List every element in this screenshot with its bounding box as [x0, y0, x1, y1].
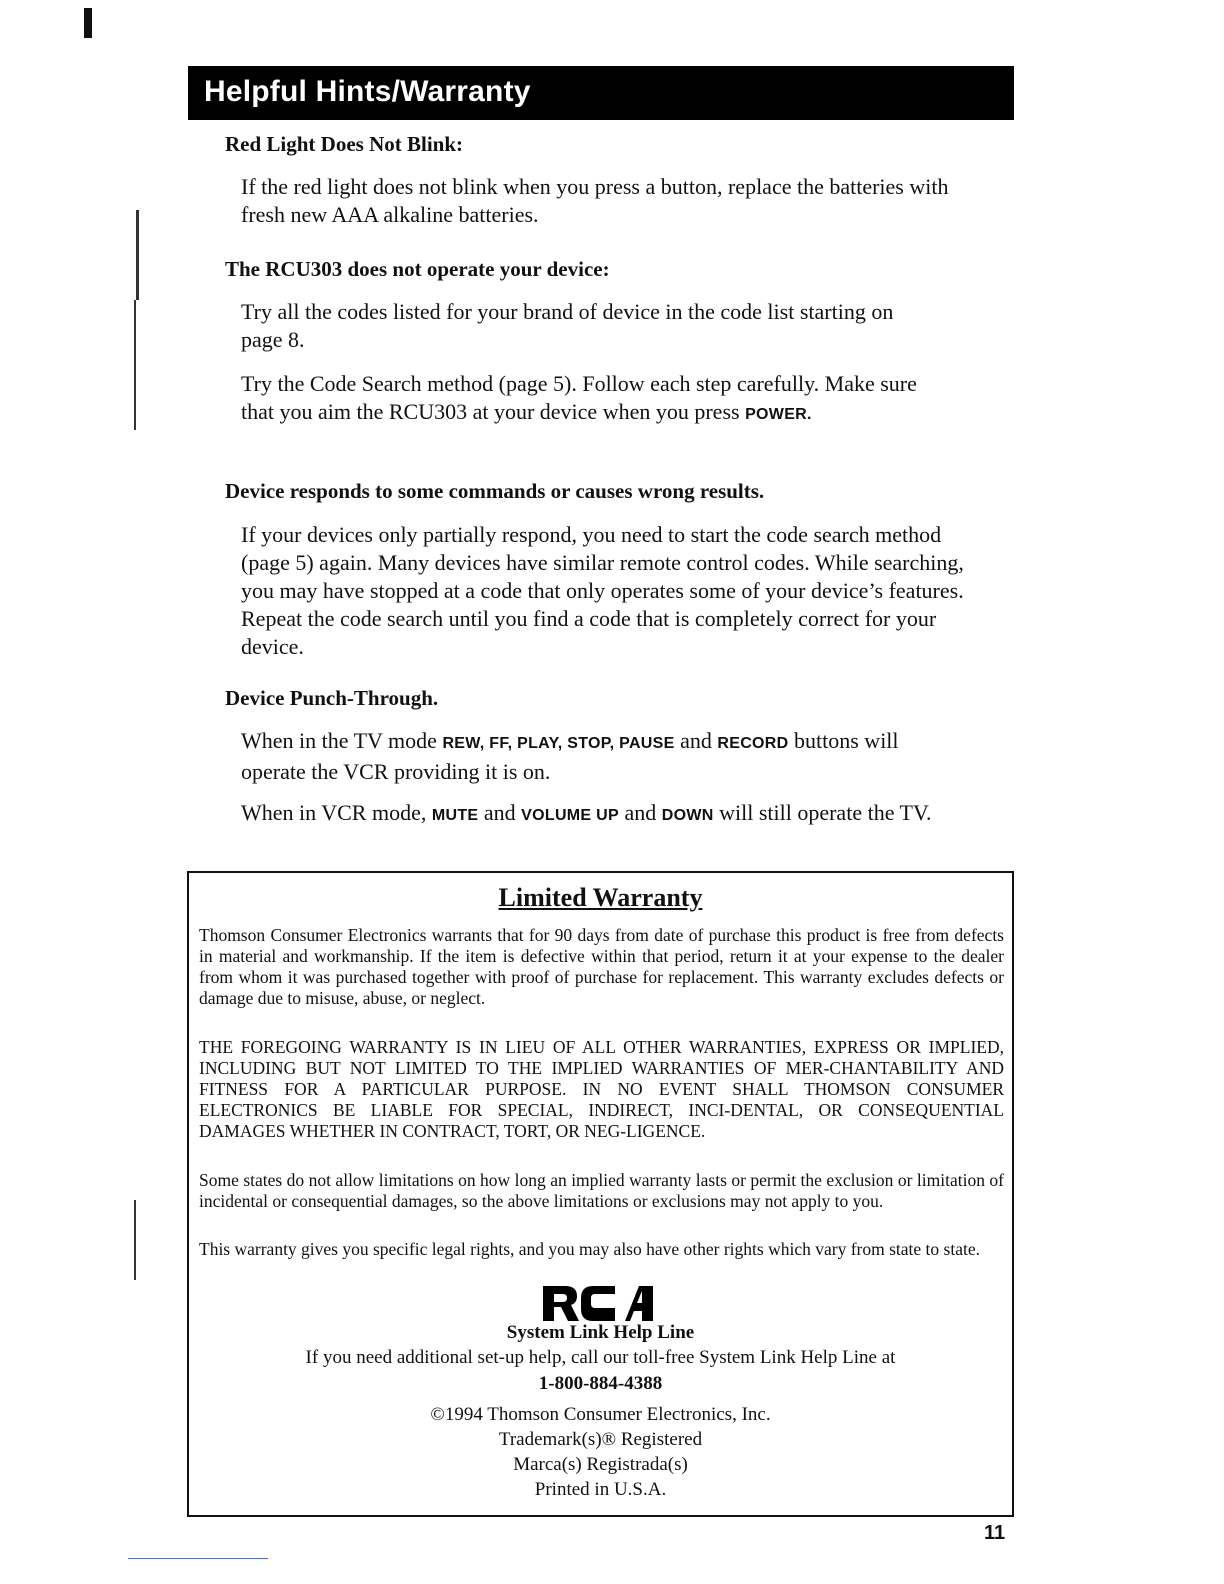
warranty-para-4: This warranty gives you specific legal rights, and you may also have other rights which vary from state to state. [199, 1239, 980, 1259]
scan-edge-mark [134, 300, 136, 430]
text-span: When in the TV mode [241, 728, 437, 753]
text-span: and [483, 800, 516, 825]
printed-line: Printed in U.S.A. [534, 1479, 667, 1500]
trademark-line: Trademark(s)® Registered [498, 1429, 703, 1450]
warranty-para-1: Thomson Consumer Electronics warrants that for 90 days from date of purchase this product is free from defects in material and workmanship. If the item is defective within that period, return it at your expense to the dealer from whom it was purchased together with proof of purchase for replacement. This warranty excludes defects or damage due to misuse, abuse, or neglect. [199, 925, 1004, 1008]
scan-artifact [84, 8, 92, 38]
key-volume-up: VOLUME UP [521, 807, 619, 824]
rca-logo-icon [541, 1281, 661, 1321]
warranty-box [187, 871, 1014, 1517]
warranty-para-3: Some states do not allow limitations on how long an implied warranty lasts or permit the exclusion or limitation of incidental or consequential damages, so the above limitations or exclusions may not apply to you. [199, 1170, 1004, 1211]
copyright-line: ©1994 Thomson Consumer Electronics, Inc. [430, 1404, 771, 1425]
text-red-light: If the red light does not blink when you press a button, replace the batteries with fresh new AAA alkaline batteries. [241, 174, 949, 227]
page-number: 11 [984, 1522, 1006, 1544]
text-code-search: Try the Code Search method (page 5). Follow each step carefully. Make sure that you aim the RCU303 at your device when you press [241, 371, 917, 424]
key-list: REW, FF, PLAY, STOP, PAUSE [442, 735, 675, 752]
text-span: and [680, 728, 712, 753]
text-span: buttons will operate the VCR providing it is on. [241, 728, 899, 784]
key-down: DOWN [661, 807, 714, 824]
section-header [188, 66, 1014, 120]
text-punch-1 [241, 727, 951, 786]
warranty-title: Limited Warranty [498, 883, 703, 912]
text-span: When in VCR mode, [241, 800, 427, 825]
key-power: POWER. [745, 406, 812, 423]
page-title: Helpful Hints/Warranty [204, 75, 531, 108]
text-span: will still operate the TV. [719, 800, 932, 825]
key-record: RECORD [717, 735, 789, 752]
text-span: and [624, 800, 657, 825]
scan-edge-mark [136, 210, 139, 300]
heading-not-operate: The RCU303 does not operate your device: [225, 257, 610, 281]
helpline-text: If you need additional set-up help, call our toll-free System Link Help Line at [305, 1347, 896, 1368]
text-not-operate-1: Try all the codes listed for your brand of device in the code list starting on page 8. [241, 299, 894, 352]
helpline-title: System Link Help Line [506, 1322, 695, 1343]
key-mute: MUTE [431, 807, 479, 824]
marca-line: Marca(s) Registrada(s) [513, 1454, 688, 1475]
text-punch-2 [241, 799, 961, 830]
text-not-operate-2 [241, 370, 921, 429]
helpline-phone: 1-800-884-4388 [538, 1373, 663, 1394]
scan-edge-mark [134, 1200, 136, 1280]
heading-responds: Device responds to some commands or causes wrong results. [225, 479, 765, 503]
heading-red-light: Red Light Does Not Blink: [225, 132, 464, 156]
heading-punch-through: Device Punch-Through. [225, 686, 439, 710]
warranty-para-2: THE FOREGOING WARRANTY IS IN LIEU OF ALL OTHER WARRANTIES, EXPRESS OR IMPLIED, INCLUDING BUT NOT LIMITED TO THE IMPLIED WARRANTIES OF MER-CHANTABILITY AND FITNESS FOR A PARTICULAR PURPOSE. IN NO EVENT SHALL THOMSON CONSUMER ELECTRONICS BE LIABLE FOR SPECIAL, INDIRECT, INCI-DENTAL, OR CONSEQUENTIAL DAMAGES WHETHER IN CONTRACT, TORT, OR NEG-LIGENCE. [199, 1037, 1004, 1141]
text-responds: If your devices only partially respond, you need to start the code search method (page 5) again. Many devices have similar remote control codes. While searching, you may have stopped at a code that only operates some of your device’s features. Repeat the code search until you find a code that is completely correct for your device. [241, 522, 964, 659]
footer-rule [128, 1558, 268, 1559]
